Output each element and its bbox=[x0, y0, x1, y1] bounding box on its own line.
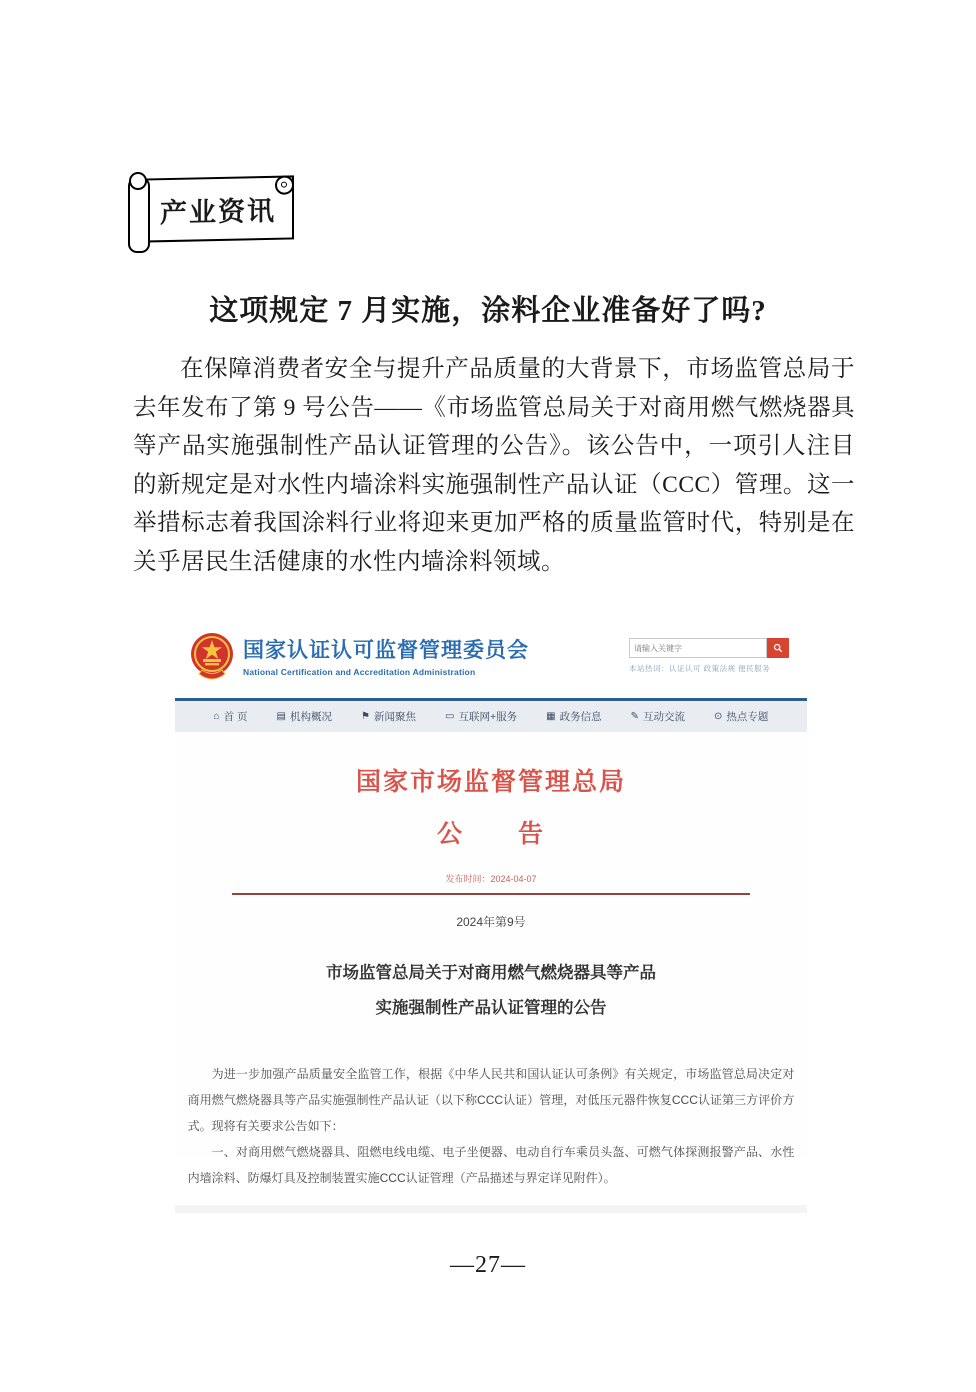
article-title: 这项规定 7 月实施，涂料企业准备好了吗? bbox=[209, 295, 767, 327]
nav-label: 互动交流 bbox=[643, 711, 685, 723]
search-area bbox=[629, 638, 789, 674]
nav-item-gov-info[interactable] bbox=[546, 709, 601, 724]
screenshot-fade-edge bbox=[175, 1205, 807, 1213]
announcement bbox=[175, 762, 807, 1213]
announcement-publish-time: 发布时间：2024-04-07 bbox=[445, 874, 537, 884]
banner-label: 产业资讯 bbox=[160, 195, 276, 228]
nav-label: 热点专题 bbox=[726, 711, 769, 723]
org-names bbox=[243, 634, 529, 677]
article-paragraph: 在保障消费者安全与提升产品质量的大背景下，市场监管总局于去年发布了第 9 号公告——《市场监管总局关于对商用燃气燃烧器具等产品实施强制性产品认证管理的公告》。该公告中，一项引人注目的新规定是对水性内墙涂料实施强制性产品认证（CCC）管理。这一举措标志着我国涂料行业将迎来更加严格的质量监管时代，特别是在关乎居民生活健康的水性内墙涂料领域。 bbox=[133, 356, 855, 575]
gov-info-icon: ▦ bbox=[546, 711, 556, 722]
site-nav bbox=[175, 698, 807, 732]
banner-flag bbox=[142, 175, 294, 242]
banner-scroll-rod-cap bbox=[129, 172, 147, 190]
nav-item-home[interactable] bbox=[214, 709, 248, 724]
page-number: —27— bbox=[450, 1252, 526, 1278]
nav-item-org-overview[interactable] bbox=[277, 709, 332, 724]
announcement-paragraph: 一、对商用燃气燃烧器具、阻燃电线电缆、电子坐便器、电动自行车乘员头盔、可燃气体探测报警产品、水性内墙涂料、防爆灯具及控制装置实施CCC认证管理（产品描述与界定详见附件）。 bbox=[187, 1145, 795, 1186]
news-icon: ⚑ bbox=[361, 711, 370, 722]
home-icon: ⌂ bbox=[213, 711, 220, 722]
nav-label: 政务信息 bbox=[559, 711, 602, 723]
announcement-title-line1: 市场监管总局关于对商用燃气燃烧器具等产品 bbox=[326, 964, 656, 982]
nav-label: 首 页 bbox=[223, 711, 248, 723]
banner-roll-icon bbox=[275, 175, 294, 194]
nav-item-interaction[interactable] bbox=[631, 709, 685, 724]
search-hotwords: 本站热词：认证认可 政策法规 便民服务 bbox=[629, 664, 771, 673]
nav-item-news[interactable] bbox=[361, 709, 416, 724]
site-header bbox=[175, 622, 807, 698]
search-icon bbox=[773, 642, 783, 654]
red-divider bbox=[232, 893, 750, 895]
nav-label: 互联网+服务 bbox=[458, 711, 518, 723]
search-input[interactable] bbox=[629, 638, 767, 658]
hot-topics-icon: ⊙ bbox=[714, 711, 723, 722]
cnca-website-screenshot bbox=[175, 622, 807, 1186]
nav-item-internet-service[interactable] bbox=[445, 709, 517, 724]
org-name-cn: 国家认证认可监督管理委员会 bbox=[243, 639, 529, 662]
announcement-title bbox=[175, 956, 807, 1025]
announcement-doc-type: 公 告 bbox=[436, 820, 545, 848]
interaction-icon: ✎ bbox=[630, 711, 639, 722]
announcement-agency: 国家市场监督管理总局 bbox=[355, 768, 626, 796]
nav-item-hot-topics[interactable] bbox=[714, 709, 768, 724]
announcement-doc-number: 2024年第9号 bbox=[456, 915, 526, 929]
announcement-paragraph: 为进一步加强产品质量安全监管工作，根据《中华人民共和国认证认可条例》有关规定，市场监管总局决定对商用燃气燃烧器具等产品实施强制性产品认证（以下称CCC认证）管理，对低压元器件恢复CCC认证第三方评价方式。现将有关要求公告如下： bbox=[187, 1067, 795, 1134]
internet-service-icon: ▭ bbox=[445, 711, 455, 722]
announcement-body bbox=[188, 1061, 795, 1191]
org-name-en: National Certification and Accreditation Administration bbox=[243, 667, 476, 677]
national-emblem-logo bbox=[189, 630, 235, 682]
nav-label: 机构概况 bbox=[289, 711, 332, 723]
org-overview-icon: ▤ bbox=[276, 711, 286, 722]
nav-label: 新闻聚焦 bbox=[373, 711, 416, 723]
announcement-title-line2: 实施强制性产品认证管理的公告 bbox=[375, 998, 607, 1017]
section-banner bbox=[128, 163, 298, 253]
search-button[interactable] bbox=[767, 638, 789, 658]
